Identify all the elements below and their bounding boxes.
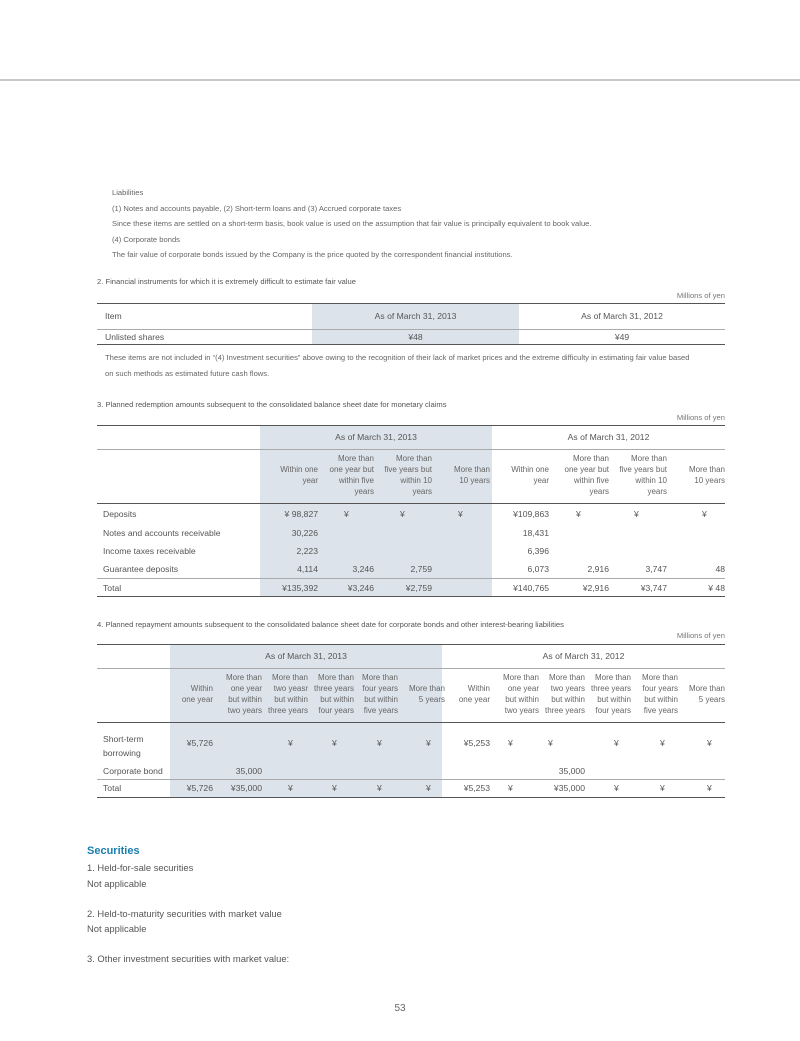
section3-group-rule: [97, 449, 725, 450]
section4-top-rule: [97, 644, 725, 645]
header-line: one year but: [329, 465, 374, 474]
header-line: five years: [643, 706, 678, 715]
header-line: 5 years: [698, 695, 725, 704]
section3-cell: 6,396: [527, 546, 549, 556]
section4-cell: ¥: [377, 738, 382, 748]
section3-cell: ¥: [344, 509, 349, 519]
header-line: but within: [274, 695, 308, 704]
top-divider: [0, 79, 800, 81]
header-line: More than: [271, 673, 308, 682]
header-line: five years but: [619, 465, 667, 474]
header-line: More than: [317, 673, 354, 682]
section4-cell: ¥: [426, 783, 431, 793]
section3-unit: Millions of yen: [676, 413, 725, 422]
header-line: More than: [641, 673, 678, 682]
section4-cell: ¥: [288, 738, 293, 748]
section3-cell: ¥: [576, 509, 581, 519]
section3-cell: 18,431: [522, 528, 549, 538]
header-line: two years: [227, 706, 262, 715]
notes-line: (1) Notes and accounts payable, (2) Short-term loans and (3) Accrued corporate taxes: [112, 203, 402, 213]
section3-cell: 6,073: [527, 564, 549, 574]
header-line: but within: [505, 695, 539, 704]
header-line: four years: [318, 706, 354, 715]
section3-cell: ¥: [634, 509, 639, 519]
header-line: within 10: [635, 476, 667, 485]
section2-note-line: on such methods as estimated future cash flows.: [105, 369, 270, 378]
section3-cell: 3,747: [645, 564, 667, 574]
section4-cell: ¥: [548, 738, 553, 748]
notes-line: (4) Corporate bonds: [112, 234, 180, 244]
section4-cell: ¥: [508, 783, 513, 793]
liabilities-notes: [112, 185, 592, 263]
section4-row-label: Corporate bond: [103, 766, 163, 776]
section2-header-2012: As of March 31, 2012: [581, 311, 663, 321]
header-line: five years but: [384, 465, 432, 474]
section4-cell: ¥: [332, 738, 337, 748]
header-line: More than: [361, 673, 398, 682]
notes-line: Liabilities: [112, 188, 144, 197]
section3-cell: ¥3,747: [640, 583, 667, 593]
header-line: Within: [467, 684, 490, 693]
section3-cell: 30,226: [291, 528, 318, 538]
section2-note: [105, 350, 730, 382]
header-line: but within: [597, 695, 631, 704]
section3-group-2012: As of March 31, 2012: [567, 432, 650, 442]
section4-cell: ¥35,000: [553, 783, 585, 793]
section2-header-item: Item: [105, 311, 122, 321]
section4-cell: ¥: [660, 783, 665, 793]
section4-cell: ¥: [377, 783, 382, 793]
section2-mid-rule: [97, 329, 725, 330]
securities-line: 1. Held-for-sale securities: [87, 862, 194, 873]
section3-cell: 4,114: [297, 564, 318, 574]
header-line: within five: [338, 476, 374, 485]
section4-cell: ¥5,253: [463, 783, 490, 793]
section2-header-2013: As of March 31, 2013: [374, 311, 457, 321]
section4-cell: ¥: [707, 783, 712, 793]
section3-title: 3. Planned redemption amounts subsequent to the consolidated balance sheet date for monetary claims: [97, 400, 447, 409]
section3-cell: 48: [715, 564, 725, 574]
section4-cell: ¥: [614, 783, 619, 793]
section3-row-label: Income taxes receivable: [103, 546, 196, 556]
section3-cell: ¥2,759: [405, 583, 432, 593]
section4-bottom-rule: [97, 797, 725, 798]
header-line: but within: [644, 695, 678, 704]
header-line: one year: [181, 695, 213, 704]
section4-cell: ¥5,253: [463, 738, 490, 748]
section4-header-rule: [97, 722, 725, 723]
section3-row-label: Guarantee deposits: [103, 564, 179, 574]
section4-group-2013: As of March 31, 2013: [265, 651, 347, 661]
section4-cell: ¥: [614, 738, 619, 748]
section3-cell: ¥ 98,827: [284, 509, 318, 519]
section3-row-label: Notes and accounts receivable: [103, 528, 221, 538]
section3-top-rule: [97, 425, 725, 426]
header-line: but within: [320, 695, 354, 704]
section4-unit: Millions of yen: [676, 631, 725, 640]
section4-cell: ¥: [707, 738, 712, 748]
securities-line: Not applicable: [87, 878, 147, 889]
header-line: years: [412, 487, 432, 496]
section2-row-2013: ¥48: [408, 332, 423, 342]
section4-col-header: [665, 683, 725, 705]
securities-line: 2. Held-to-maturity securities with market value: [87, 908, 282, 919]
header-line: Within one: [280, 465, 318, 474]
section3-cell: ¥109,863: [513, 509, 549, 519]
section2-title: 2. Financial instruments for which it is extremely difficult to estimate fair value: [97, 277, 356, 286]
header-line: More than: [594, 673, 631, 682]
securities-heading: Securities: [87, 845, 140, 857]
header-line: More than: [502, 673, 539, 682]
header-line: Within: [190, 684, 213, 693]
section4-row-label: Short-term borrowing: [103, 734, 144, 758]
section4-group-rule: [97, 668, 725, 669]
securities-line: Not applicable: [87, 923, 147, 934]
header-line: years: [589, 487, 609, 496]
header-line: within five: [573, 476, 609, 485]
header-line: More than: [572, 454, 609, 463]
header-line: three years: [313, 684, 354, 693]
section3-cell: 2,759: [410, 564, 432, 574]
header-line: three years: [267, 706, 308, 715]
section4-cell: ¥: [288, 783, 293, 793]
section4-title: 4. Planned repayment amounts subsequent to the consolidated balance sheet date for corporate bonds and other interest-bearing liabilities: [97, 620, 564, 629]
section4-cell: 35,000: [235, 766, 262, 776]
section2-unit: Millions of yen: [676, 291, 725, 300]
header-line: one year but: [564, 465, 609, 474]
section3-cell: ¥ 48: [708, 583, 725, 593]
header-line: More than: [688, 465, 725, 474]
header-line: two years: [550, 684, 585, 693]
section3-cell: ¥: [458, 509, 463, 519]
header-line: 10 years: [459, 476, 490, 485]
header-line: More than: [548, 673, 585, 682]
header-line: one year: [507, 684, 539, 693]
header-line: two years: [504, 706, 539, 715]
page-number: 53: [394, 1003, 406, 1014]
header-line: but within: [364, 695, 398, 704]
section3-cell: ¥135,392: [282, 583, 318, 593]
header-line: 5 years: [418, 695, 445, 704]
header-line: but within: [228, 695, 262, 704]
section4-cell: ¥35,000: [230, 783, 262, 793]
header-line: More than: [630, 454, 667, 463]
section3-row-label: Deposits: [103, 509, 137, 519]
header-line: More than: [688, 684, 725, 693]
header-line: years: [354, 487, 374, 496]
header-line: More than: [225, 673, 262, 682]
section4-cell: ¥5,726: [186, 738, 213, 748]
section4-group-2012: As of March 31, 2012: [542, 651, 625, 661]
header-line: More than: [395, 454, 432, 463]
notes-line: Since these items are settled on a short-term basis, book value is used on the assumption that fair value is principally equivalent to book value.: [112, 219, 592, 229]
section3-cell: 2,916: [587, 564, 609, 574]
header-line: More than: [337, 454, 374, 463]
header-line: one year: [458, 695, 490, 704]
section2-row-2012: ¥49: [614, 332, 630, 342]
header-line: four years: [642, 684, 678, 693]
header-line: four years: [595, 706, 631, 715]
notes-line: The fair value of corporate bonds issued by the Company is the price quoted by the correspondent financial institutions.: [112, 250, 513, 260]
header-line: five years: [363, 706, 398, 715]
header-line: three years: [544, 706, 585, 715]
section3-cell: 3,246: [352, 564, 374, 574]
section3-cell: ¥: [702, 509, 707, 519]
section4-cell: ¥: [332, 783, 337, 793]
section3-col-header: [645, 464, 725, 486]
section3-cell: 2,223: [296, 546, 318, 556]
section3-cell: ¥2,916: [582, 583, 609, 593]
section4-row-label: Total: [103, 783, 122, 793]
section4-cell: ¥: [660, 738, 665, 748]
header-line: More than: [453, 465, 490, 474]
securities-line: 3. Other investment securities with market value:: [87, 953, 290, 964]
section2-note-line: These items are not included in “(4) Investment securities” above owing to the recognition of their lack of market prices and the extreme difficulty in estimating fair value based: [105, 353, 690, 362]
section3-cell: ¥140,765: [513, 583, 549, 593]
section3-cell: ¥3,246: [347, 583, 374, 593]
section4-cell: 35,000: [558, 766, 585, 776]
header-line: four years: [362, 684, 398, 693]
header-line: one year: [230, 684, 262, 693]
section3-group-2013: As of March 31, 2013: [335, 432, 417, 442]
header-line: More than: [408, 684, 445, 693]
section3-row-label: Total: [103, 583, 122, 593]
section3-total-rule: [97, 578, 725, 579]
section4-cell: ¥: [426, 738, 431, 748]
header-line: but within: [551, 695, 585, 704]
section4-cell: ¥: [508, 738, 513, 748]
section4-cell: ¥5,726: [186, 783, 213, 793]
header-line: year: [302, 476, 318, 485]
header-line: within 10: [400, 476, 432, 485]
section3-bottom-rule: [97, 596, 725, 597]
section3-cell: ¥: [400, 509, 405, 519]
header-line: two yeasr: [273, 684, 308, 693]
section2-top-rule: [97, 303, 725, 304]
header-line: three years: [590, 684, 631, 693]
header-line: Within one: [511, 465, 549, 474]
section2-row-label: Unlisted shares: [105, 332, 165, 342]
header-line: years: [647, 487, 667, 496]
header-line: year: [533, 476, 549, 485]
section3-header-rule: [97, 503, 725, 504]
section4-total-rule: [97, 779, 725, 780]
header-line: 10 years: [694, 476, 725, 485]
section2-bottom-rule: [97, 344, 725, 345]
